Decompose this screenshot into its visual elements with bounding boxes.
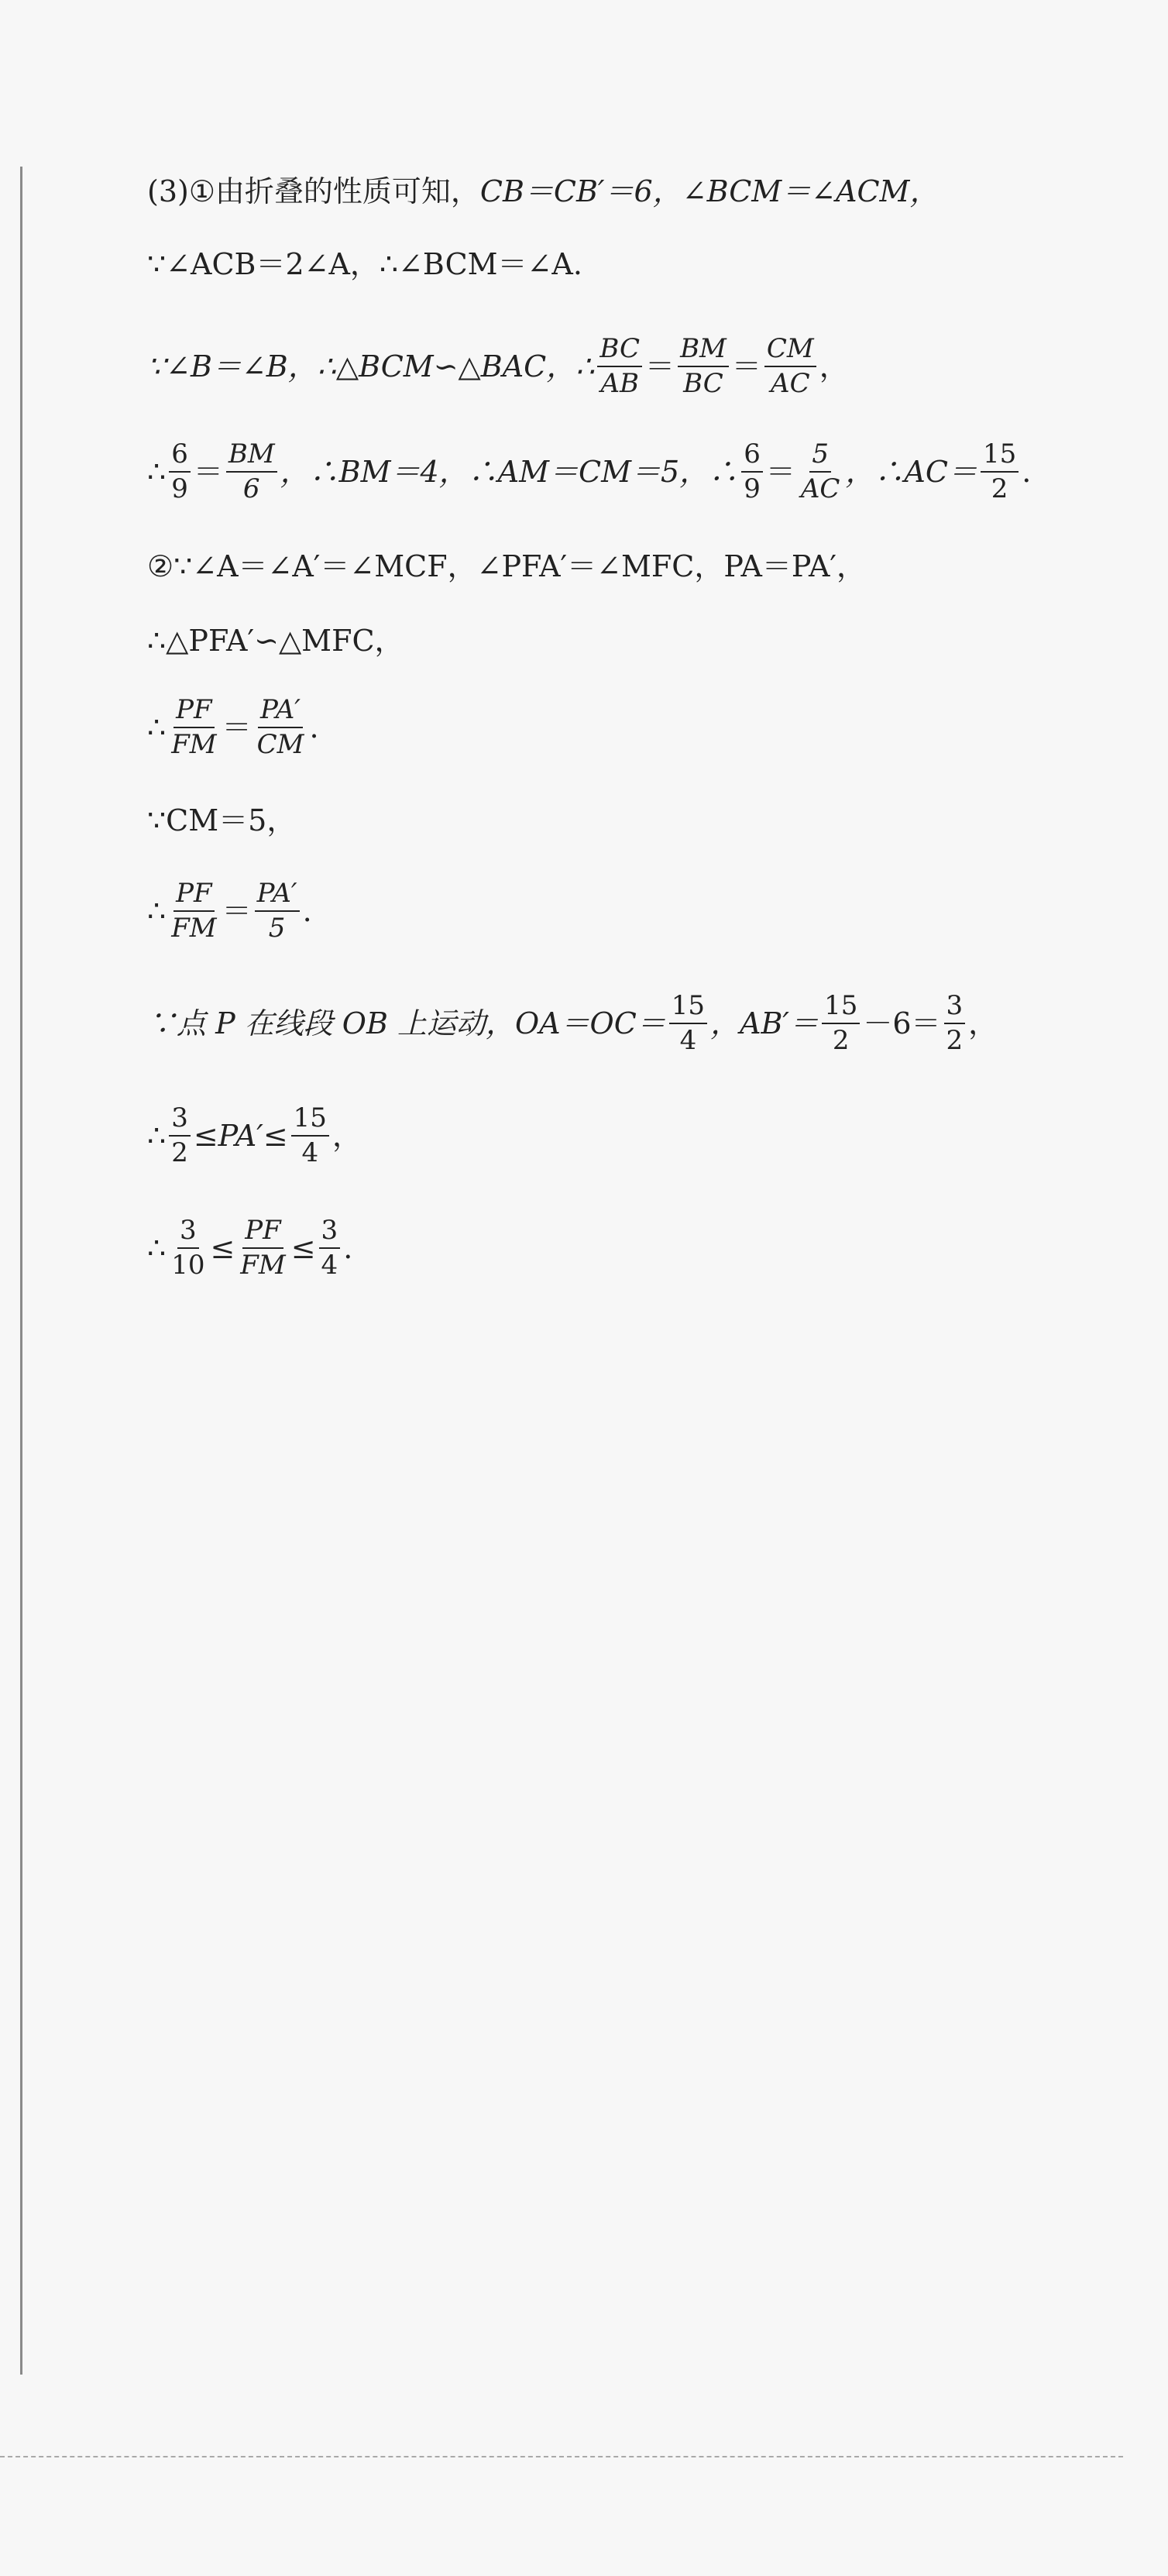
numerator: BM — [678, 335, 729, 367]
fraction — [238, 1216, 287, 1281]
operator: ≤ — [210, 1231, 235, 1266]
line-text: ，AB′＝ — [710, 1006, 819, 1041]
fraction — [169, 440, 191, 504]
denominator: 4 — [679, 1025, 697, 1057]
numerator: 6 — [169, 440, 191, 473]
denominator: CM — [256, 729, 304, 761]
denominator: 9 — [171, 473, 188, 505]
operator: ≤ — [290, 1231, 316, 1266]
fraction — [169, 696, 218, 760]
operator: ＝ — [222, 710, 252, 745]
line-text: ，∴BM＝4，∴AM＝CM＝5，∴ — [280, 455, 739, 490]
punctuation: . — [1022, 455, 1032, 490]
line-text: ∵∠ACB＝2∠A，∴∠BCM＝∠A. — [147, 247, 582, 281]
line-text: ②∵∠A＝∠A′＝∠MCF，∠PFA′＝∠MFC，PA＝PA′， — [147, 549, 867, 583]
line-text: ∴△PFA′∽△MFC， — [147, 624, 404, 658]
numerator: 3 — [169, 1104, 191, 1137]
numerator: 15 — [981, 440, 1019, 473]
denominator: AB — [600, 368, 639, 400]
line-math: CB＝CB′＝6，∠BCM＝∠ACM， — [479, 174, 940, 208]
numerator: 3 — [319, 1216, 341, 1249]
numerator: CM — [764, 335, 816, 367]
numerator: 15 — [822, 992, 860, 1024]
solution-line-5 — [147, 549, 867, 583]
line-text: ∴ — [147, 1119, 167, 1154]
punctuation: . — [343, 1231, 353, 1266]
numerator: 3 — [944, 992, 966, 1024]
fraction — [944, 992, 966, 1056]
part-label: (3)① — [147, 174, 215, 208]
numerator: PF — [173, 879, 214, 912]
solution-line-8 — [147, 803, 297, 837]
denominator: 9 — [744, 473, 761, 505]
fraction — [799, 440, 843, 504]
numerator: BC — [597, 335, 642, 367]
fraction — [291, 1104, 329, 1168]
denominator: 10 — [171, 1250, 205, 1281]
line-text: ∴ — [147, 710, 167, 745]
line-text: ，∴AC＝ — [845, 455, 977, 490]
numerator: 15 — [291, 1104, 329, 1137]
solution-line-1 — [147, 174, 940, 208]
fraction — [741, 440, 763, 504]
line-text: ∴ — [147, 894, 167, 929]
solution-line-10 — [147, 992, 998, 1056]
solution-line-3 — [147, 335, 849, 399]
denominator: 4 — [301, 1137, 319, 1169]
fraction — [669, 992, 707, 1056]
operator: ＝ — [222, 894, 252, 929]
fraction — [169, 1216, 207, 1281]
numerator: PA′ — [258, 696, 303, 728]
fraction — [169, 879, 218, 944]
operator: ＝ — [765, 455, 795, 490]
denominator: 2 — [832, 1025, 850, 1057]
numerator: BM — [226, 440, 277, 473]
left-margin-rule — [20, 167, 22, 2375]
line-text: ∵点 P 在线段 OB 上运动，OA＝OC＝ — [147, 1006, 666, 1041]
numerator: PF — [173, 696, 214, 728]
denominator: 6 — [242, 473, 260, 505]
denominator: 2 — [946, 1025, 964, 1057]
operator: ＝ — [731, 349, 761, 384]
solution-line-7 — [147, 696, 319, 760]
numerator: 5 — [809, 440, 831, 473]
numerator: 15 — [669, 992, 707, 1024]
line-text: ≤PA′≤ — [193, 1119, 288, 1154]
fraction — [255, 879, 300, 944]
denominator: AC — [771, 368, 810, 400]
denominator: 2 — [991, 473, 1008, 505]
numerator: PA′ — [255, 879, 300, 912]
line-text: ∵CM＝5， — [147, 803, 297, 837]
denominator: 4 — [321, 1250, 338, 1281]
solution-line-12 — [147, 1216, 352, 1281]
line-text-cjk: 由折叠的性质可知， — [215, 174, 480, 208]
solution-line-6 — [147, 624, 404, 658]
fraction — [255, 696, 307, 760]
solution-line-9 — [147, 879, 312, 944]
fraction — [226, 440, 277, 504]
fraction — [678, 335, 729, 399]
fraction — [319, 1216, 341, 1281]
line-text: －6＝ — [863, 1006, 941, 1041]
solution-line-4 — [147, 440, 1031, 504]
fraction — [597, 335, 642, 399]
fraction — [822, 992, 860, 1056]
denominator: BC — [683, 368, 723, 400]
line-text: ∴ — [147, 1231, 167, 1266]
denominator: FM — [171, 729, 217, 761]
denominator: FM — [240, 1250, 286, 1281]
punctuation: . — [309, 710, 319, 745]
fraction — [981, 440, 1019, 504]
line-text: ∴ — [147, 455, 167, 490]
dashed-footer-rule — [0, 2456, 1123, 2457]
operator: ＝ — [193, 455, 223, 490]
denominator: 2 — [171, 1137, 188, 1169]
punctuation: ， — [819, 349, 849, 384]
denominator: AC — [800, 473, 840, 505]
numerator: 6 — [741, 440, 763, 473]
punctuation: ， — [332, 1119, 362, 1154]
operator: ＝ — [645, 349, 675, 384]
fraction — [764, 335, 816, 399]
denominator: FM — [171, 913, 217, 944]
punctuation: . — [302, 894, 312, 929]
numerator: PF — [242, 1216, 283, 1249]
fraction — [169, 1104, 191, 1168]
solution-line-11 — [147, 1104, 362, 1168]
line-text: ∵∠B＝∠B，∴△BCM∽△BAC，∴ — [147, 349, 595, 384]
solution-line-2 — [147, 249, 582, 279]
denominator: 5 — [268, 913, 286, 944]
numerator: 3 — [177, 1216, 199, 1249]
punctuation: ， — [968, 1006, 998, 1041]
